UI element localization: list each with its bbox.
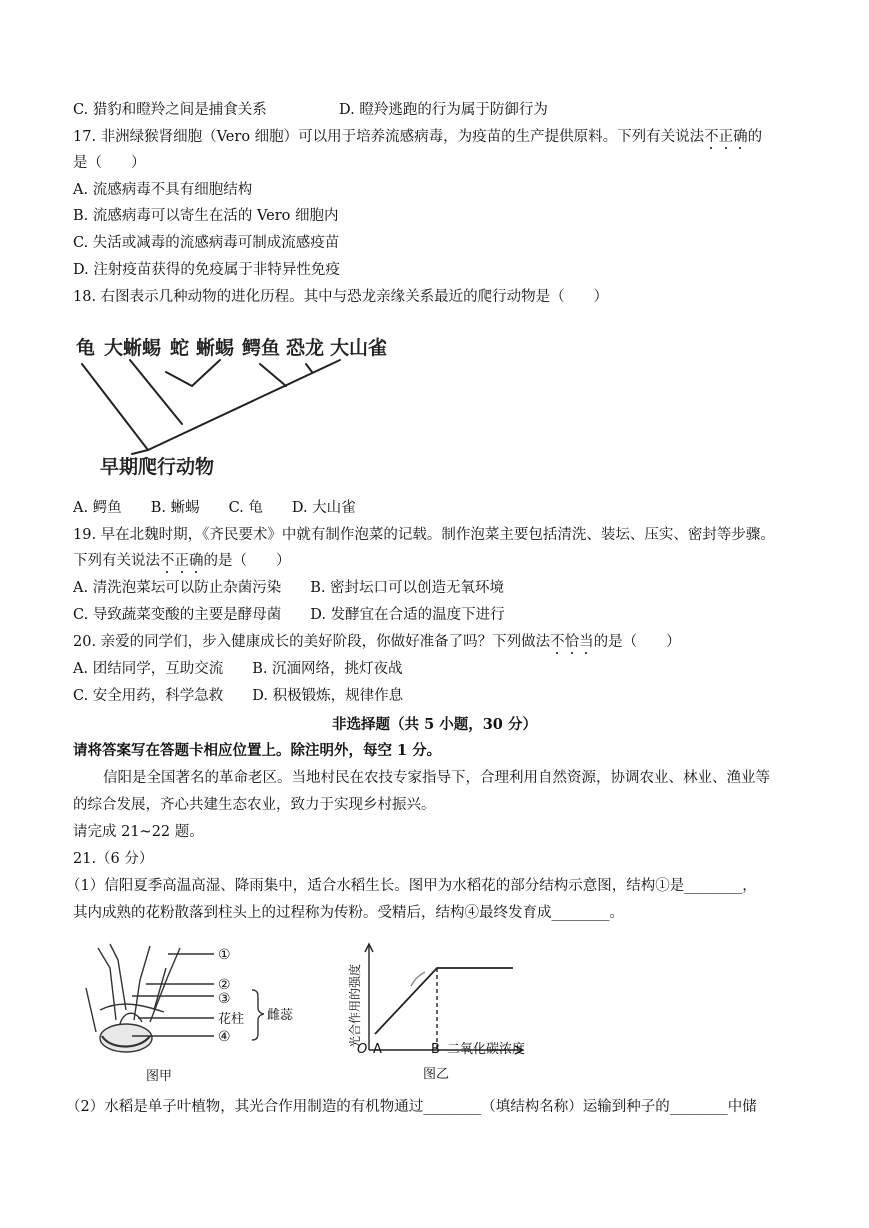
tree-label-tuatara: 大蜥蜴	[104, 337, 162, 359]
q17-stem-line2: 是（ ）	[73, 155, 146, 171]
stamen-right	[150, 948, 180, 1022]
tree-label-tit: 大山雀	[330, 337, 388, 359]
q21-part2: （2）水稻是单子叶植物，其光合作用制造的有机物通过________（填结构名称）运输到种子的________中储	[66, 1099, 757, 1115]
q16-option-d: D. 瞪羚逃跑的行为属于防御行为	[339, 102, 548, 118]
pistil-brace	[252, 990, 264, 1040]
section-title: 非选择题（共 5 小题，30 分）	[332, 716, 537, 733]
stamen-mid-2	[154, 968, 166, 1010]
caption-jia: 图甲	[146, 1069, 173, 1084]
q20-options-ab: A. 团结同学，互助交流 B. 沉湎网络，挑灯夜战	[73, 661, 403, 677]
passage-paragraph-1: 信阳是全国著名的革命老区。当地村民在农技专家指导下，合理利用自然资源，协调农业、林业、渔业等	[103, 770, 770, 786]
passage-instruction: 请完成 21~22 题。	[73, 824, 204, 840]
q20-stem: 20. 亲爱的同学们，步入健康成长的美好阶段，你做好准备了吗？下列做法不恰当的是（ ）	[73, 634, 681, 650]
root-stem	[132, 450, 148, 454]
q17-option-a: A. 流感病毒不具有细胞结构	[73, 182, 253, 198]
label-3: ③	[218, 991, 231, 1007]
q20-options-cd: C. 安全用药，科学急救 D. 积极锻炼，规律作息	[73, 688, 404, 704]
origin-label: O	[357, 1042, 368, 1057]
q19-options-cd: C. 导致蔬菜变酸的主要是酵母菌 D. 发酵宜在合适的温度下进行	[73, 607, 505, 623]
q19-options-ab: A. 清洗泡菜坛可以防止杂菌污染 B. 密封坛口可以创造无氧环境	[73, 580, 505, 596]
tree-label-lizard: 蜥蜴	[196, 337, 235, 359]
x-tick-b: B	[431, 1042, 440, 1057]
branch-tuatara	[130, 360, 182, 424]
stamen-mid	[134, 946, 150, 1020]
q21-part1-line2: 其内成熟的花粉散落到柱头上的过程称为传粉。受精后，结构④最终发育成________。	[73, 905, 624, 921]
figure-jia-rice-flower	[80, 940, 300, 1085]
label-2: ②	[218, 977, 231, 993]
q16-option-c: C. 猎豹和瞪羚之间是捕食关系	[73, 102, 267, 118]
q21-part1-line1: （1）信阳夏季高温高湿、降雨集中，适合水稻生长。图甲为水稻花的部分结构示意图，结构①是________，	[66, 878, 757, 894]
q17-option-b: B. 流感病毒可以寄生在活的 Vero 细胞内	[73, 208, 339, 224]
q17-stem: 17. 非洲绿猴肾细胞（Vero 细胞）可以用于培养流感病毒，为疫苗的生产提供原料。下列有关说法不正确的	[73, 129, 763, 145]
tree-label-dinosaur: 恐龙	[286, 337, 325, 359]
branch-turtle	[82, 364, 148, 450]
passage-paragraph-2: 的综合发展，齐心共建生态农业，致力于实现乡村振兴。	[73, 797, 436, 813]
stamen-left	[86, 988, 96, 1032]
figure-yi-graph	[335, 938, 555, 1086]
caption-yi: 图乙	[423, 1067, 450, 1082]
q19-stem-line2: 下列有关说法不正确的是（ ）	[73, 553, 291, 569]
anther-1	[110, 944, 126, 1010]
y-axis-label: 光合作用的强度	[348, 963, 362, 1048]
x-tick-a: A	[373, 1042, 382, 1057]
tree-root-label: 早期爬行动物	[100, 456, 215, 478]
q18-options: A. 鳄鱼 B. 蜥蜴 C. 龟 D. 大山雀	[73, 500, 356, 516]
section-instruction: 请将答案写在答题卡相应位置上。除注明外，每空 1 分。	[73, 742, 442, 759]
tree-label-turtle: 龟	[76, 337, 96, 359]
label-style: 花柱	[218, 1012, 245, 1027]
branch-snake-lizard	[166, 360, 220, 386]
q19-stem: 19. 早在北魏时期，《齐民要术》中就有制作泡菜的记载。制作泡菜主要包括清洗、装坛、压实、密封等步骤。	[73, 527, 775, 543]
q17-option-d: D. 注射疫苗获得的免疫属于非特异性免疫	[73, 262, 340, 278]
q18-stem: 18. 右图表示几种动物的进化历程。其中与恐龙亲缘关系最近的爬行动物是（ ）	[73, 289, 609, 305]
curve	[375, 968, 513, 1034]
q17-option-c: C. 失活或减毒的流感病毒可制成流感疫苗	[73, 235, 340, 251]
q21-heading: 21.（6 分）	[73, 851, 154, 867]
branch-dinosaur	[306, 364, 312, 372]
label-1: ①	[218, 947, 231, 963]
branch-crocodile	[260, 364, 286, 386]
label-4: ④	[218, 1029, 231, 1045]
label-pistil: 雌蕊	[267, 1008, 294, 1023]
tree-label-snake: 蛇	[170, 337, 190, 359]
x-axis-label: 二氧化碳浓度	[447, 1042, 526, 1057]
ovary	[100, 1024, 152, 1052]
trunk-main	[148, 360, 340, 450]
tree-label-crocodile: 鳄鱼	[242, 337, 281, 359]
evolution-tree-figure	[70, 328, 400, 488]
